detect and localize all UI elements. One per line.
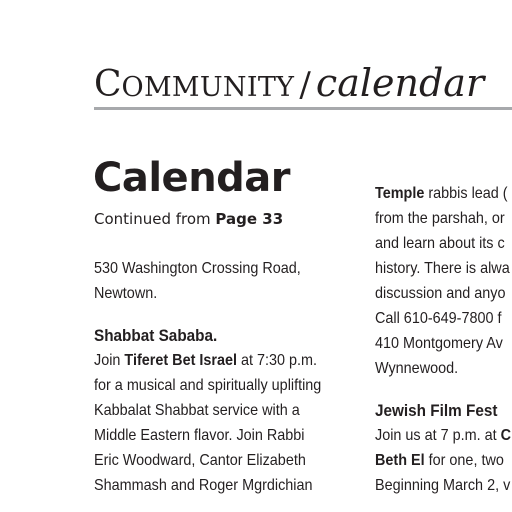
header-separator: / bbox=[299, 65, 311, 105]
body-line: Shammash and Roger Mgrdichian bbox=[94, 477, 313, 494]
section-header bbox=[94, 61, 485, 105]
body-text: Join bbox=[94, 352, 125, 369]
body-line: Call 610-649-7800 f bbox=[375, 310, 502, 327]
body-line bbox=[375, 423, 512, 448]
event-title-shabbat-sababa: Shabbat Sababa. bbox=[94, 326, 218, 345]
body-line: Kabbalat Shabbat service with a bbox=[94, 402, 300, 419]
org-name: Tiferet Bet Israel bbox=[124, 352, 238, 369]
body-line: discussion and anyo bbox=[375, 285, 506, 302]
body-text: rabbis lead ( bbox=[424, 185, 508, 202]
event-title-jewish-film-fest: Jewish Film Fest bbox=[375, 401, 498, 420]
header-rule bbox=[94, 107, 512, 110]
org-name: C bbox=[500, 427, 512, 444]
body-line: Eric Woodward, Cantor Elizabeth bbox=[94, 452, 306, 469]
body-line: and learn about its c bbox=[375, 235, 505, 252]
page-heading: Calendar bbox=[93, 155, 291, 201]
body-line: history. There is alwa bbox=[375, 260, 510, 277]
continued-page-ref: Page 33 bbox=[215, 210, 284, 228]
left-column bbox=[94, 256, 328, 498]
body-line: for a musical and spiritually uplifting bbox=[94, 377, 322, 394]
body-text: Join us at 7 p.m. at bbox=[375, 427, 501, 444]
body-line bbox=[94, 348, 328, 373]
body-line: Wynnewood. bbox=[375, 360, 459, 377]
body-line bbox=[375, 181, 512, 206]
body-line: Middle Eastern flavor. Join Rabbi bbox=[94, 427, 305, 444]
subsection-title: calendar bbox=[315, 61, 485, 105]
body-line: from the parshah, or bbox=[375, 210, 505, 227]
body-text: at 7:30 p.m. bbox=[237, 352, 318, 369]
org-name: Temple bbox=[375, 185, 425, 202]
right-column bbox=[375, 181, 512, 498]
body-line: 410 Montgomery Av bbox=[375, 335, 503, 352]
address-line-1: 530 Washington Crossing Road, bbox=[94, 260, 301, 277]
continued-prefix: Continued from bbox=[94, 210, 216, 228]
body-line bbox=[375, 448, 512, 473]
org-name: Beth El bbox=[375, 452, 425, 469]
body-line: Beginning March 2, v bbox=[375, 477, 511, 494]
continued-from-note bbox=[94, 210, 283, 228]
section-title-initial: C bbox=[94, 64, 122, 105]
body-text: for one, two bbox=[424, 452, 504, 469]
address-line-2: Newtown. bbox=[94, 285, 158, 302]
section-title-rest: OMMUNITY bbox=[121, 72, 295, 103]
